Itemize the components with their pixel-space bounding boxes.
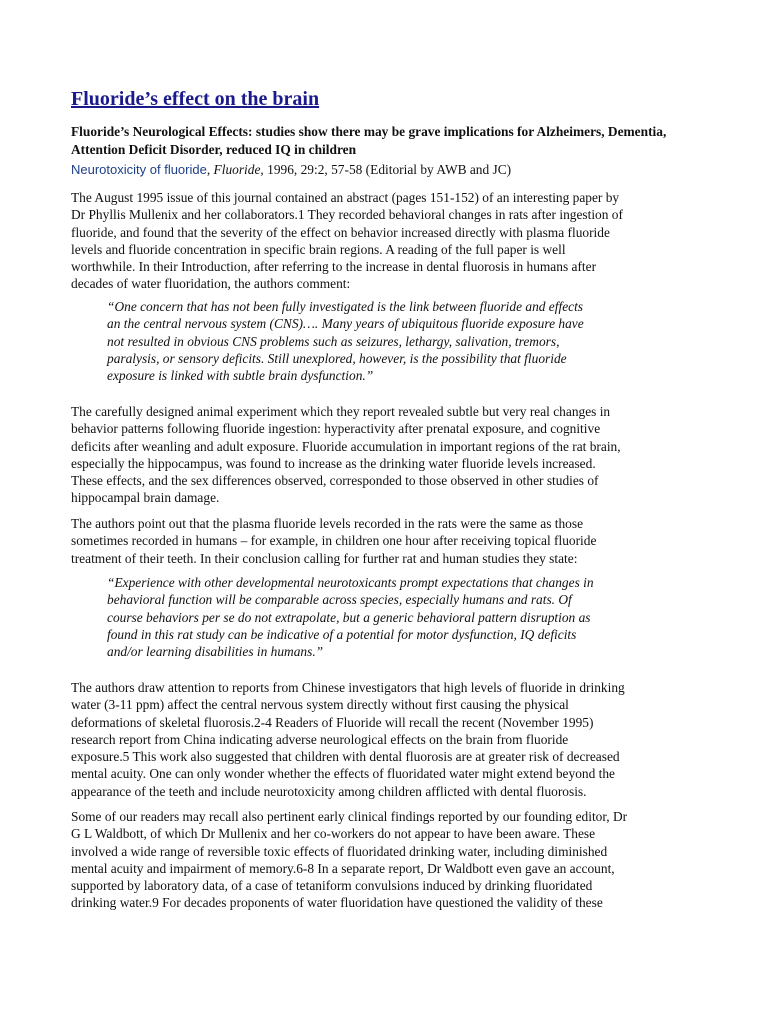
reference-article-title: Neurotoxicity of fluoride — [71, 162, 207, 177]
block-quote-1: “One concern that has not been fully investigated is the link between fluoride and effects an the central nervous system (CNS)…. Many years of ubiquitous fluoride exposure have not resulted in obvious CNS problems such as seizures, lethargy, salivation, tremors, paralysis, or sensory deficits. Still unexplored, however, is the possibility that fluoride exposure is linked with subtle brain dysfunction.” — [107, 299, 584, 384]
reference-citation: , 1996, 29:2, 57-58 (Editorial by AWB and JC) — [260, 162, 512, 177]
paragraph-2: The carefully designed animal experiment which they report revealed subtle but very real changes in behavior patterns following fluoride ingestion: hyperactivity after prenatal exposure, and cognitive deficits after weanling and adult exposure. Fluoride accumulation in important regions of the rat brain, especially the hippocampus, was found to increase as the drinking water fluoride levels increased. These effects, and the sex differences observed, corresponded to those observed in other studies of hippocampal brain damage. — [71, 404, 621, 506]
reference-line — [71, 161, 511, 179]
subtitle: Fluoride’s Neurological Effects: studies show there may be grave implications for Alzheimers, Dementia, Attention Deficit Disorder, reduced IQ in children — [71, 124, 667, 157]
paragraph-3: The authors point out that the plasma fluoride levels recorded in the rats were the same as those sometimes recorded in humans – for example, in children one hour after receiving topical fluoride treatment of their teeth. In their conclusion calling for further rat and human studies they state: — [71, 516, 597, 566]
block-quote-2: “Experience with other developmental neurotoxicants prompt expectations that changes in behavioral function will be comparable across species, especially humans and rats. Of course behaviors per se do not extrapolate, but a generic behavioral pattern disruption as found in this rat study can be indicative of a potential for motor dysfunction, IQ deficits and/or learning disabilities in humans.” — [107, 575, 594, 660]
reference-separator: , — [206, 162, 214, 177]
page-title[interactable]: Fluoride’s effect on the brain — [71, 88, 320, 110]
paragraph-1: The August 1995 issue of this journal contained an abstract (pages 151-152) of an interesting paper by Dr Phyllis Mullenix and her collaborators.1 They recorded behavioral changes in rats after ingestion of fluoride, and found that the severity of the effect on behavior increased directly with plasma fluoride levels and fluoride concentration in specific brain regions. A reading of the full paper is well worthwhile. In their Introduction, after referring to the increase in dental fluorosis in humans after decades of water fluoridation, the authors comment: — [71, 190, 623, 292]
paragraph-5: Some of our readers may recall also pertinent early clinical findings reported by our founding editor, Dr G L Waldbott, of which Dr Mullenix and her co-workers do not appear to have been aware. These involved a wide range of reversible toxic effects of fluoridated drinking water, including diminished mental acuity and impairment of memory.6-8 In a separate report, Dr Waldbott even gave an account, supported by laboratory data, of a case of tetaniform convulsions induced by drinking fluoridated drinking water.9 For decades proponents of water fluoridation have questioned the validity of these — [71, 809, 628, 911]
reference-journal: Fluoride — [213, 162, 261, 177]
paragraph-4: The authors draw attention to reports from Chinese investigators that high levels of fluoride in drinking water (3-11 ppm) affect the central nervous system directly without first causing the physical deformations of skeletal fluorosis.2-4 Readers of Fluoride will recall the recent (November 1995) research report from China indicating adverse neurological effects on the brain from fluoride exposure.5 This work also suggested that children with dental fluorosis are at greater risk of decreased mental acuity. One can only wonder whether the effects of fluoridated water might extend beyond the appearance of the teeth and include neurotoxicity among children afflicted with dental fluorosis. — [71, 680, 625, 799]
